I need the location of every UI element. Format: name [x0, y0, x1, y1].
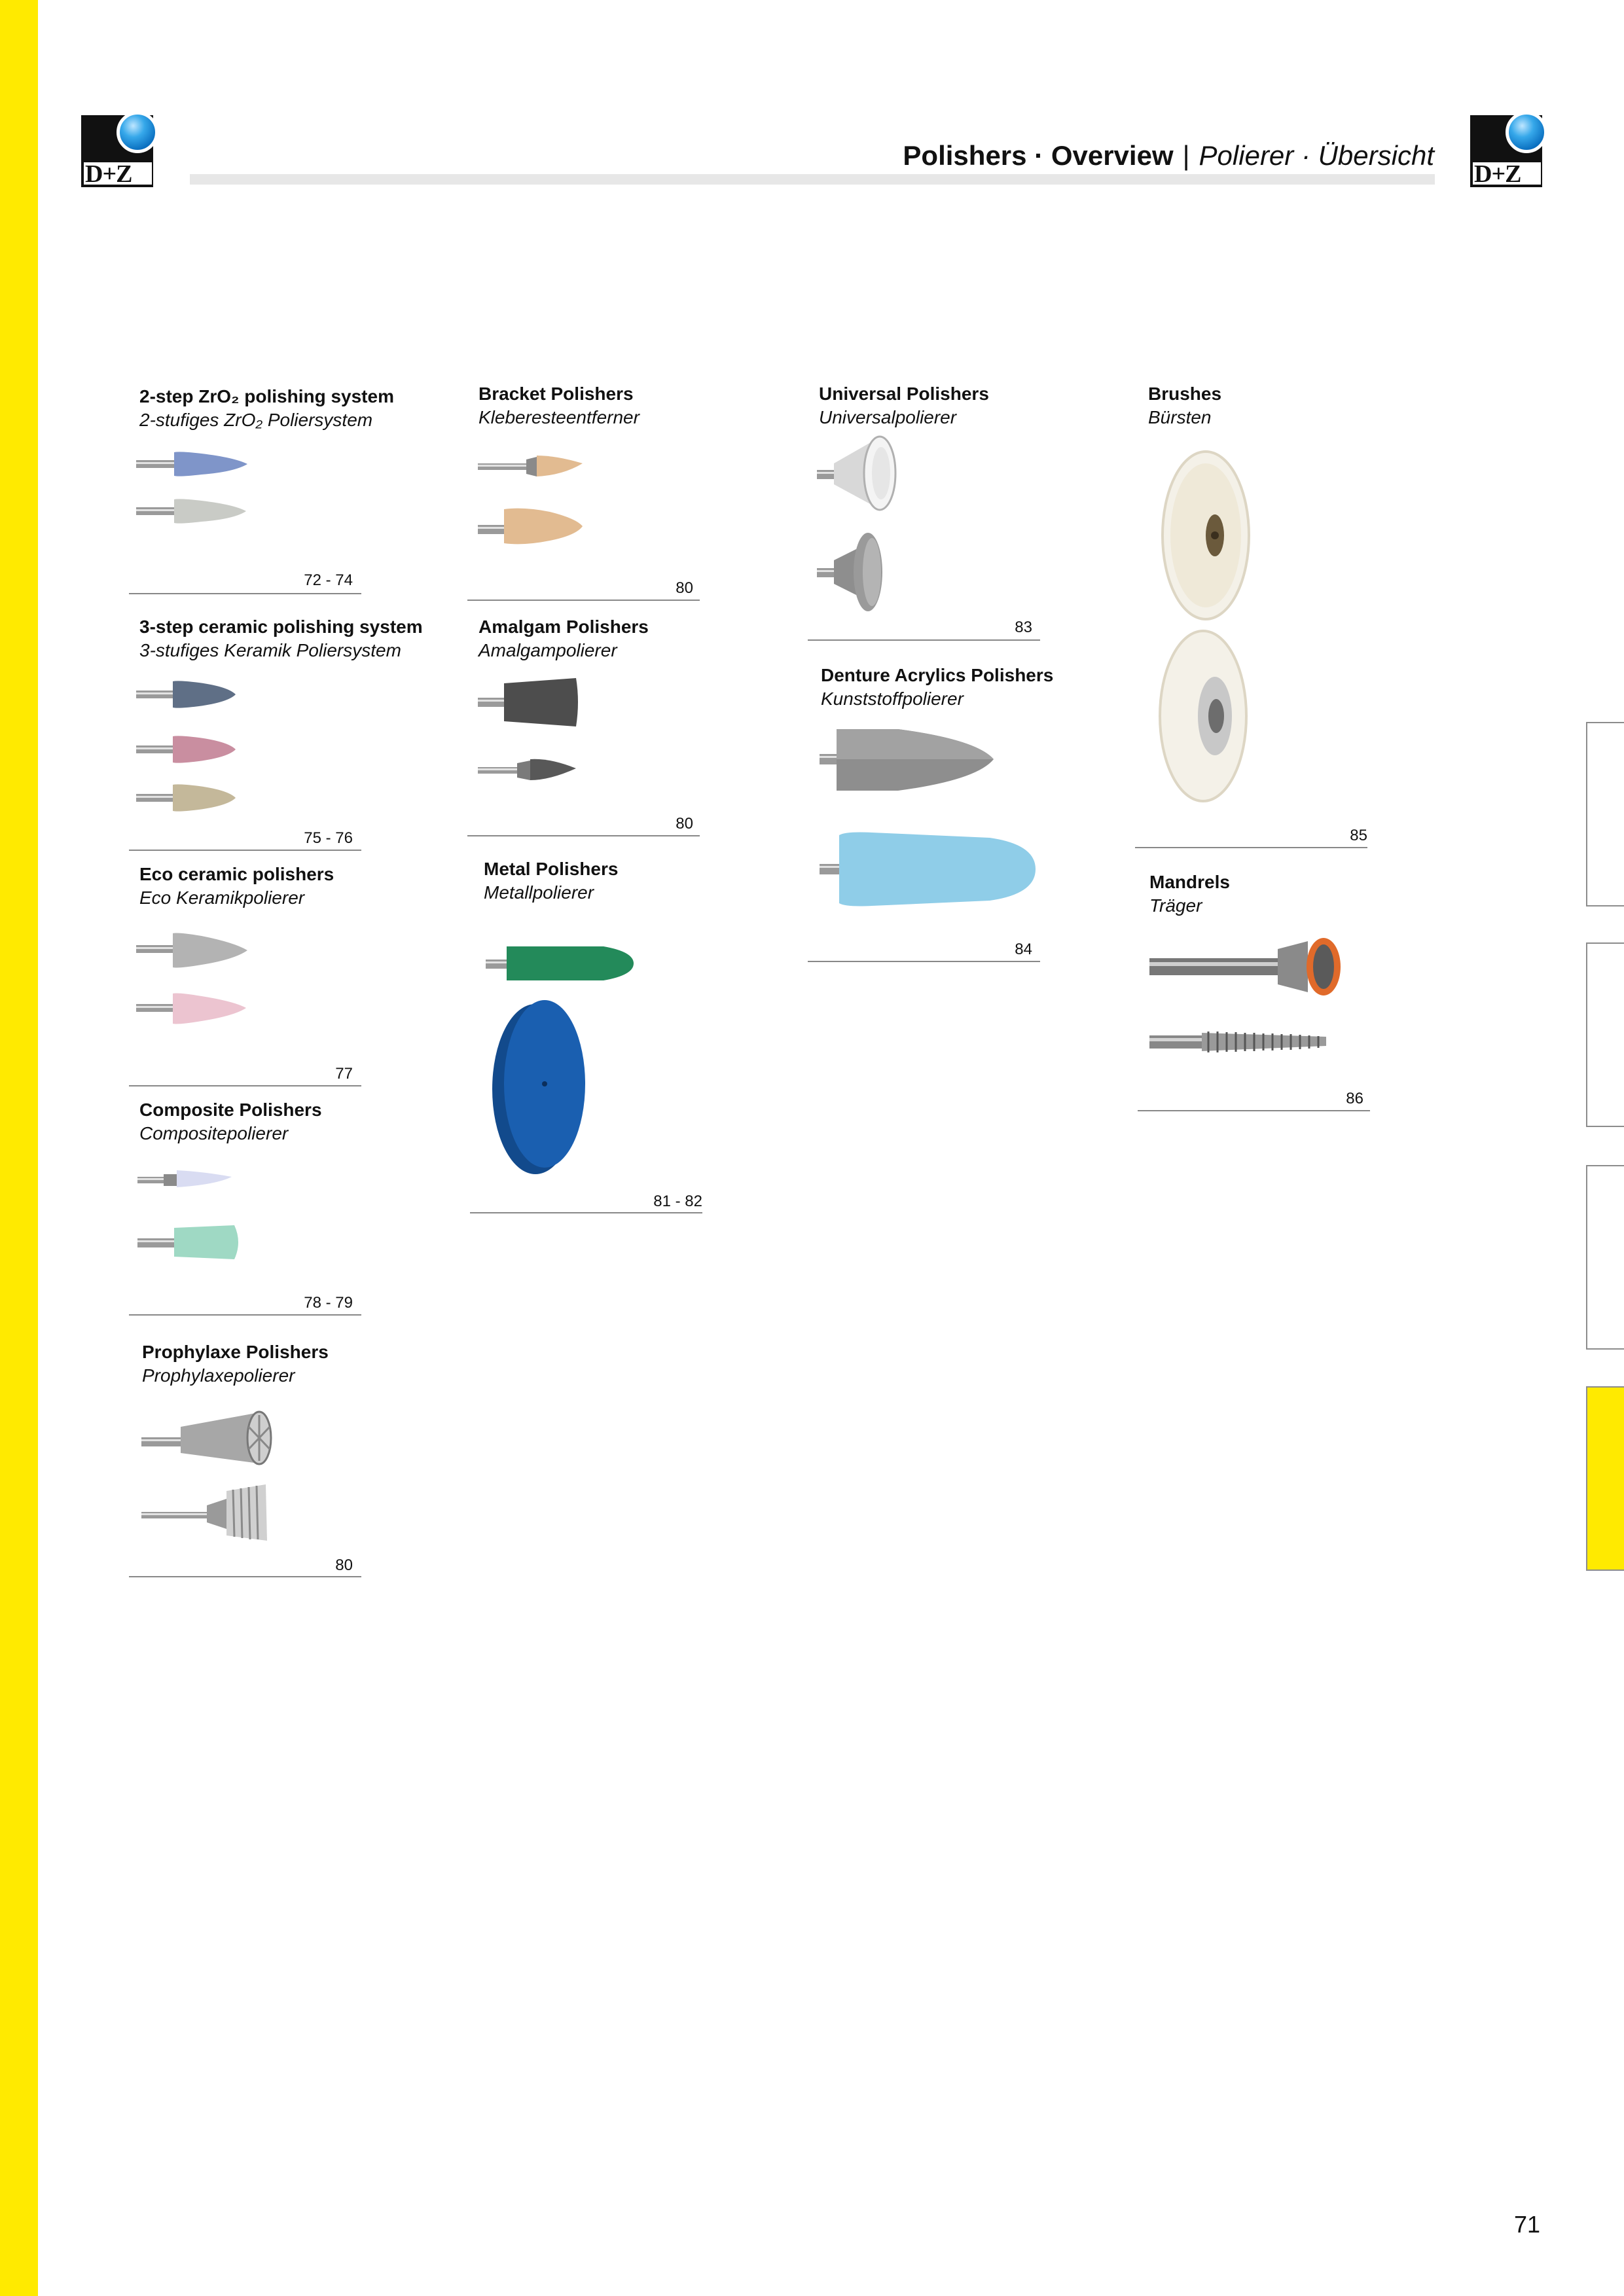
section-title: Metal Polishers — [484, 859, 619, 879]
page-number: 71 — [1513, 2211, 1540, 2238]
section-subtitle: 2-stufiges ZrO₂ Poliersystem — [139, 410, 373, 430]
section-title: Composite Polishers — [139, 1100, 322, 1120]
section-subtitle: Prophylaxepolierer — [142, 1365, 295, 1386]
section-subtitle: Universalpolierer — [819, 407, 957, 427]
section-title: Prophylaxe Polishers — [142, 1342, 329, 1362]
section-subtitle: Bürsten — [1148, 407, 1212, 427]
logo-left: D+Z — [81, 115, 153, 187]
section-amalgam — [478, 615, 711, 662]
section-subtitle: Eco Keramikpolierer — [139, 888, 305, 908]
section-rule — [129, 1314, 361, 1316]
section-universal — [819, 382, 1051, 429]
section-subtitle: Compositepolierer — [139, 1123, 289, 1143]
section-subtitle: Träger — [1149, 895, 1202, 916]
section-title: 2-step ZrO₂ polishing system — [139, 386, 394, 406]
amalgam-polishers-image — [478, 674, 655, 792]
page-title — [903, 140, 1434, 171]
side-tab-4-active[interactable] — [1586, 1386, 1624, 1571]
page-title-de: Polierer · Übersicht — [1199, 140, 1434, 171]
section-bracket — [478, 382, 711, 429]
section-brushes — [1148, 382, 1380, 429]
title-rule — [190, 174, 1435, 185]
section-title: Universal Polishers — [819, 384, 989, 404]
bracket-polishers-image — [478, 449, 655, 554]
section-title: Mandrels — [1149, 872, 1230, 892]
logo-circle-icon — [1506, 111, 1547, 153]
zro2-polishers-image — [136, 442, 313, 540]
section-rule — [467, 835, 700, 836]
section-prophylaxe — [142, 1340, 374, 1388]
section-title: 3-step ceramic polishing system — [139, 617, 423, 637]
side-tab-3[interactable] — [1586, 1165, 1624, 1350]
section-eco-ceramic — [139, 863, 372, 910]
section-subtitle: Kleberesteentferner — [478, 407, 640, 427]
yellow-margin-bar — [0, 0, 38, 2296]
section-composite — [139, 1098, 372, 1145]
brushes-image — [1147, 448, 1278, 808]
page-reference: 80 — [335, 1556, 353, 1574]
logo-right: D+Z — [1470, 115, 1542, 187]
logo-circle-icon — [117, 111, 158, 153]
side-tab-1[interactable] — [1586, 722, 1624, 906]
section-rule — [808, 639, 1040, 641]
mandrels-image — [1149, 929, 1346, 1073]
denture-acrylics-polishers-image — [820, 720, 1042, 916]
section-subtitle: Amalgampolierer — [478, 640, 617, 660]
section-title: Brushes — [1148, 384, 1222, 404]
page-reference: 80 — [676, 579, 693, 597]
section-mandrels — [1149, 870, 1382, 918]
page-reference: 80 — [676, 815, 693, 833]
section-rule — [129, 850, 361, 851]
section-subtitle: Metallpolierer — [484, 882, 594, 903]
page-title-en: Polishers · Overview — [903, 140, 1174, 171]
universal-polishers-image — [817, 432, 994, 622]
section-rule — [129, 1085, 361, 1086]
section-title: Amalgam Polishers — [478, 617, 649, 637]
section-rule — [467, 600, 700, 601]
section-subtitle: Kunststoffpolierer — [821, 689, 964, 709]
section-3step-ceramic — [139, 615, 423, 662]
page-reference: 72 - 74 — [304, 571, 353, 589]
page-reference: 84 — [1015, 941, 1032, 958]
section-subtitle: 3-stufiges Keramik Poliersystem — [139, 640, 401, 660]
section-rule — [1135, 847, 1367, 848]
page-reference: 86 — [1346, 1090, 1363, 1107]
section-title: Eco ceramic polishers — [139, 864, 334, 884]
section-rule — [129, 1576, 361, 1577]
page-reference: 83 — [1015, 619, 1032, 636]
prophylaxe-polishers-image — [141, 1407, 318, 1545]
section-rule — [808, 961, 1040, 962]
side-tab-2[interactable] — [1586, 942, 1624, 1127]
composite-polishers-image — [137, 1165, 314, 1276]
page-reference: 77 — [335, 1065, 353, 1083]
page-reference: 85 — [1350, 827, 1367, 844]
section-title: Bracket Polishers — [478, 384, 634, 404]
section-rule — [129, 593, 361, 594]
eco-ceramic-polishers-image — [136, 923, 313, 1034]
section-title: Denture Acrylics Polishers — [821, 665, 1054, 685]
page-reference: 75 - 76 — [304, 829, 353, 847]
section-metal — [484, 857, 716, 905]
section-rule — [470, 1212, 702, 1213]
section-rule — [1138, 1110, 1370, 1111]
page-reference: 78 - 79 — [304, 1294, 353, 1312]
section-denture-acrylics — [821, 664, 1053, 711]
page-reference: 81 - 82 — [653, 1193, 702, 1210]
ceramic-polishers-image — [136, 671, 313, 815]
title-separator: | — [1182, 140, 1190, 171]
metal-polishers-image — [486, 936, 662, 1178]
section-zro2 — [139, 385, 394, 432]
